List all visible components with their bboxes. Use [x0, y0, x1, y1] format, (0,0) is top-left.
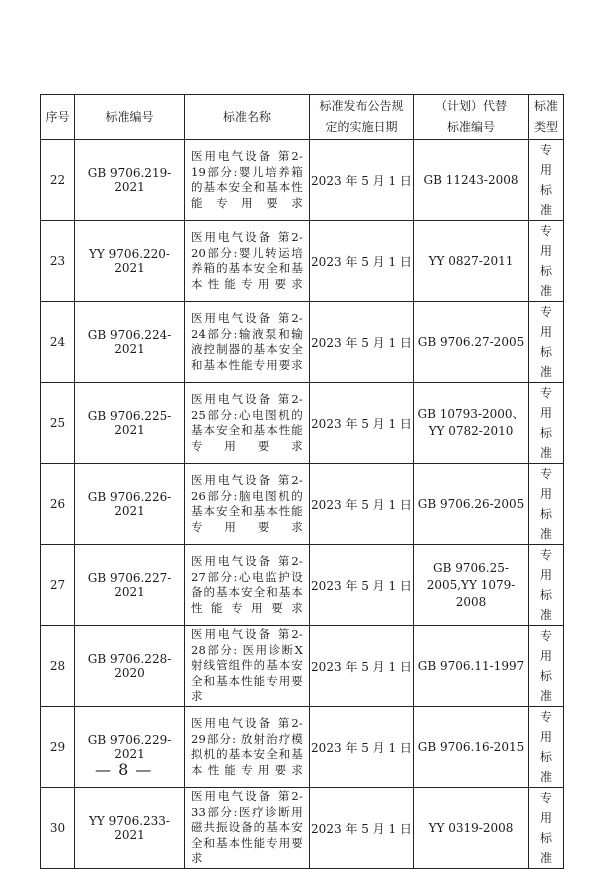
cell-number: GB 9706.219-2021 [75, 140, 185, 221]
cell-name: 医用电气设备 第2-26部分:脑电图机的基本安全和基本性能专用要求 [185, 464, 310, 545]
cell-replace: GB 9706.27-2005 [414, 302, 529, 383]
cell-seq: 30 [41, 788, 75, 869]
header-date [310, 95, 414, 140]
header-name: 标准名称 [185, 95, 310, 140]
standards-table [40, 94, 564, 869]
cell-type: 专用标准 [529, 788, 564, 869]
cell-seq: 26 [41, 464, 75, 545]
cell-number: YY 9706.233-2021 [75, 788, 185, 869]
header-replace-text: （计划）代替标准编号 [434, 99, 507, 134]
table-row [41, 140, 564, 221]
cell-type: 专用标准 [529, 383, 564, 464]
cell-seq: 29 [41, 707, 75, 788]
header-replace [414, 95, 529, 140]
header-date-text: 标准发布公告规定的实施日期 [319, 99, 404, 134]
cell-seq: 22 [41, 140, 75, 221]
cell-date: 2023 年 5 月 1 日 [310, 140, 414, 221]
cell-seq: 24 [41, 302, 75, 383]
cell-seq: 25 [41, 383, 75, 464]
cell-replace: GB 9706.25-2005,YY 1079-2008 [414, 545, 529, 626]
cell-type: 专用标准 [529, 626, 564, 707]
cell-name: 医用电气设备 第2-25部分:心电图机的基本安全和基本性能专用要求 [185, 383, 310, 464]
table-row [41, 626, 564, 707]
cell-replace: GB 11243-2008 [414, 140, 529, 221]
cell-replace: YY 0827-2011 [414, 221, 529, 302]
cell-number: GB 9706.228-2020 [75, 626, 185, 707]
cell-number: GB 9706.225-2021 [75, 383, 185, 464]
cell-date: 2023 年 5 月 1 日 [310, 383, 414, 464]
cell-replace: GB 9706.16-2015 [414, 707, 529, 788]
header-seq: 序号 [41, 95, 75, 140]
cell-date: 2023 年 5 月 1 日 [310, 221, 414, 302]
cell-type: 专用标准 [529, 707, 564, 788]
cell-number: GB 9706.224-2021 [75, 302, 185, 383]
cell-name: 医用电气设备 第2-19部分:婴儿培养箱的基本安全和基本性能专用要求 [185, 140, 310, 221]
table-row [41, 788, 564, 869]
cell-date: 2023 年 5 月 1 日 [310, 626, 414, 707]
cell-name: 医用电气设备 第2-29部分: 放射治疗模拟机的基本安全和基本性能专用要求 [185, 707, 310, 788]
table-row [41, 464, 564, 545]
page-number: — 8 — [95, 760, 153, 779]
table-header-row [41, 95, 564, 140]
cell-name: 医用电气设备 第2-28部分: 医用诊断X射线管组件的基本安全和基本性能专用要求 [185, 626, 310, 707]
cell-seq: 28 [41, 626, 75, 707]
cell-seq: 23 [41, 221, 75, 302]
cell-type: 专用标准 [529, 140, 564, 221]
cell-seq: 27 [41, 545, 75, 626]
cell-number: GB 9706.229-2021 [75, 707, 185, 788]
cell-number: GB 9706.226-2021 [75, 464, 185, 545]
cell-number: GB 9706.227-2021 [75, 545, 185, 626]
cell-type: 专用标准 [529, 464, 564, 545]
header-type-text: 标准类型 [534, 99, 559, 134]
table-row [41, 545, 564, 626]
cell-type: 专用标准 [529, 221, 564, 302]
header-type [529, 95, 564, 140]
cell-date: 2023 年 5 月 1 日 [310, 302, 414, 383]
cell-type: 专用标准 [529, 302, 564, 383]
cell-replace: GB 9706.26-2005 [414, 464, 529, 545]
cell-replace: GB 10793-2000、YY 0782-2010 [414, 383, 529, 464]
cell-replace: GB 9706.11-1997 [414, 626, 529, 707]
header-number: 标准编号 [75, 95, 185, 140]
cell-date: 2023 年 5 月 1 日 [310, 464, 414, 545]
cell-name: 医用电气设备 第2-27部分:心电监护设备的基本安全和基本性能专用要求 [185, 545, 310, 626]
cell-name: 医用电气设备 第2-20部分:婴儿转运培养箱的基本安全和基本性能专用要求 [185, 221, 310, 302]
cell-date: 2023 年 5 月 1 日 [310, 788, 414, 869]
table-row [41, 302, 564, 383]
cell-replace: YY 0319-2008 [414, 788, 529, 869]
cell-number: YY 9706.220-2021 [75, 221, 185, 302]
table-row [41, 221, 564, 302]
cell-date: 2023 年 5 月 1 日 [310, 545, 414, 626]
table-row [41, 383, 564, 464]
cell-date: 2023 年 5 月 1 日 [310, 707, 414, 788]
cell-name: 医用电气设备 第2-24部分:输液泵和输液控制器的基本安全和基本性能专用要求 [185, 302, 310, 383]
cell-name: 医用电气设备 第2-33部分:医疗诊断用磁共振设备的基本安全和基本性能专用要求 [185, 788, 310, 869]
cell-type: 专用标准 [529, 545, 564, 626]
